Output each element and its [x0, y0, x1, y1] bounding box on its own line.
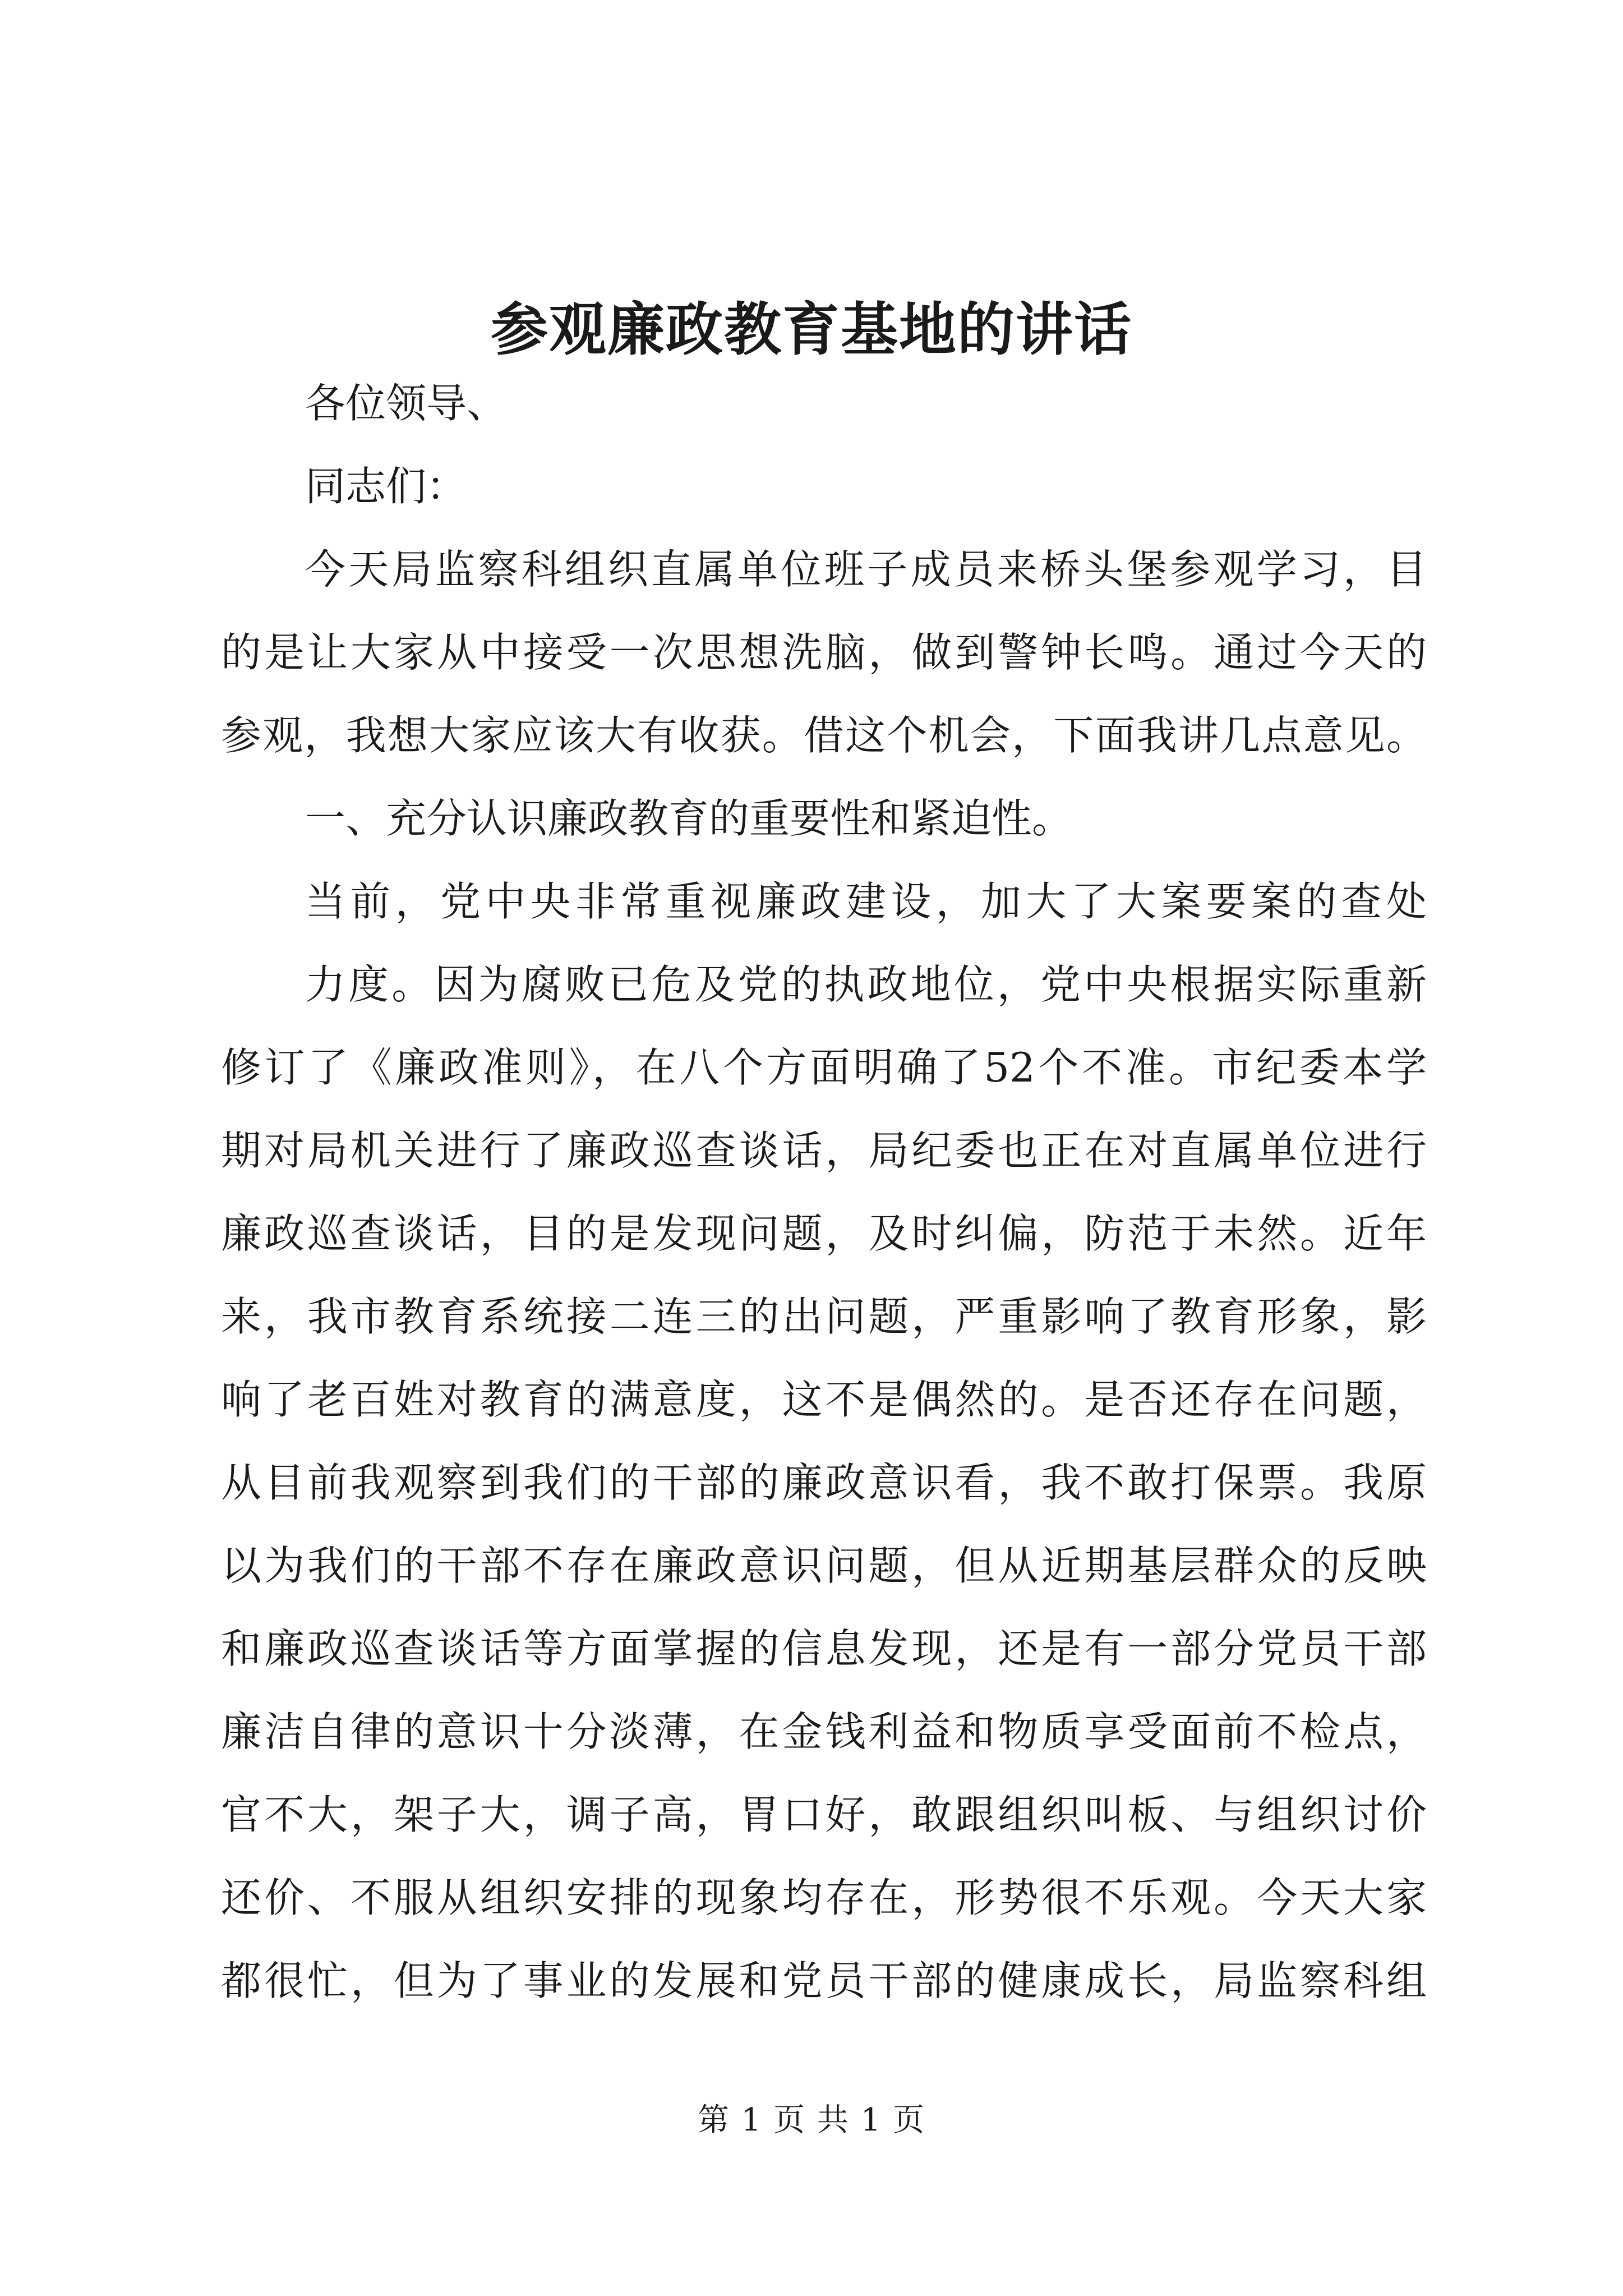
text-line: 期对局机关进行了廉政巡查谈话，局纪委也正在对直属单位进行 — [221, 1127, 1427, 1174]
text-line: 力度。因为腐败已危及党的执政地位，党中央根据实际重新 — [305, 961, 1427, 1008]
text-line: 来，我市教育系统接二连三的出问题，严重影响了教育形象，影 — [221, 1293, 1427, 1340]
text-line: 参观，我想大家应该大有收获。借这个机会，下面我讲几点意见。 — [221, 712, 1427, 759]
document-body — [221, 381, 1427, 2042]
text-line: 以为我们的干部不存在廉政意识问题，但从近期基层群众的反映 — [221, 1542, 1427, 1589]
text-line: 各位领导、 — [305, 380, 508, 427]
text-line: 都很忙，但为了事业的发展和党员干部的健康成长，局监察科组 — [221, 1957, 1427, 2004]
text-line: 廉洁自律的意识十分淡薄，在金钱利益和物质享受面前不检点， — [221, 1708, 1427, 1755]
text-line: 和廉政巡查谈话等方面掌握的信息发现，还是有一部分党员干部 — [221, 1625, 1427, 1672]
text-line: 修订了《廉政准则》，在八个方面明确了52个不准。市纪委本学 — [221, 1044, 1427, 1091]
text-line: 官不大，架子大，调子高，胃口好，敢跟组织叫板、与组织讨价 — [221, 1791, 1427, 1838]
text-line: 同志们： — [305, 463, 467, 510]
section-heading: 一、充分认识廉政教育的重要性和紧迫性。 — [305, 795, 1073, 842]
text-line: 今天局监察科组织直属单位班子成员来桥头堡参观学习，目 — [305, 546, 1427, 593]
document-title: 参观廉政教育基地的讲话 — [491, 296, 1132, 364]
text-line: 还价、不服从组织安排的现象均存在，形势很不乐观。今天大家 — [221, 1874, 1427, 1921]
text-line: 的是让大家从中接受一次思想洗脑，做到警钟长鸣。通过今天的 — [221, 629, 1427, 676]
page-footer: 第 1 页 共 1 页 — [697, 2102, 926, 2138]
text-line: 廉政巡查谈话，目的是发现问题，及时纠偏，防范于未然。近年 — [221, 1210, 1427, 1257]
text-line: 响了老百姓对教育的满意度，这不是偶然的。是否还存在问题， — [221, 1376, 1427, 1423]
text-line: 当前，党中央非常重视廉政建设，加大了大案要案的查处 — [305, 878, 1427, 925]
text-line: 从目前我观察到我们的干部的廉政意识看，我不敢打保票。我原 — [221, 1459, 1427, 1506]
